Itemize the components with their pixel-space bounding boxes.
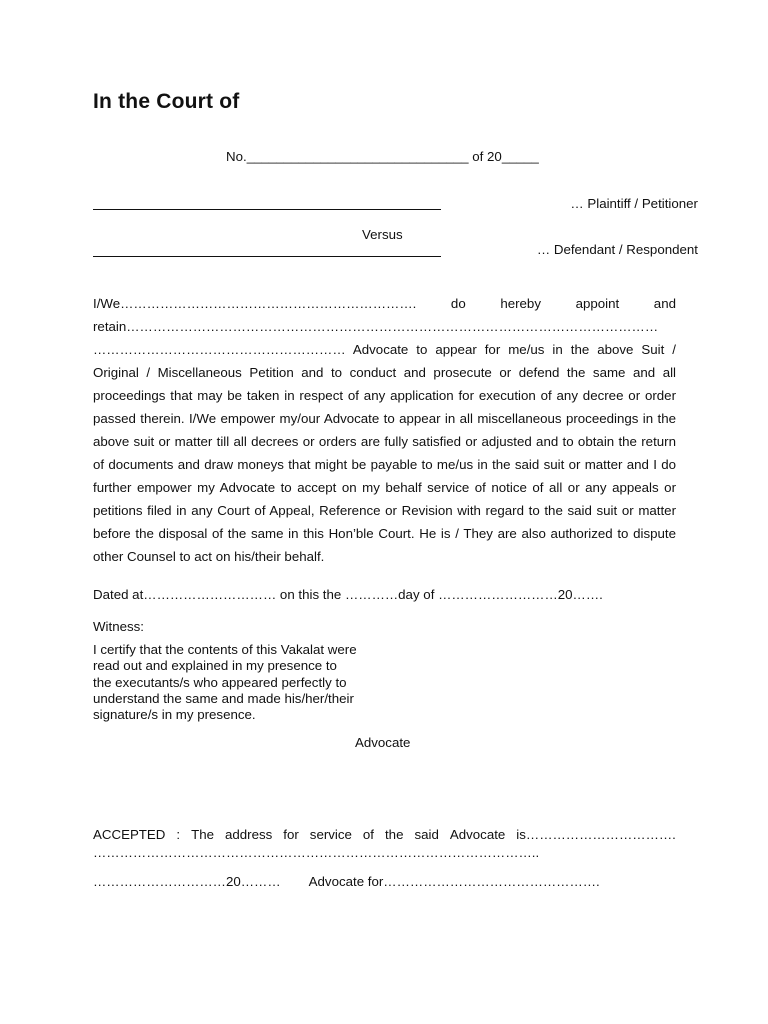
- vakalat-body: [93, 292, 676, 568]
- accepted-word: said: [414, 827, 439, 842]
- accepted-word: :: [176, 827, 181, 842]
- witness-label: Witness:: [93, 619, 144, 634]
- document-title: In the Court of: [93, 90, 240, 113]
- accepted-section: [93, 826, 676, 862]
- accepted-word: is…………………………….: [516, 827, 676, 842]
- address-blank-line: ………………………………………………………………………………………..: [93, 845, 540, 860]
- case-number-line: No.______________________________ of 20_____: [226, 149, 539, 164]
- retain-line: retain…………………………………………………………………………………………………………: [93, 319, 659, 334]
- footer-date: …………………………20………: [93, 874, 281, 889]
- authority-paragraph: ………………………………………………… Advocate to appear for me/us in the above Suit / Original / Miscellaneous Petition and to conduct and prosecute or defend the same and all proceedings that may be taken in respect of any application for execution of any decree or order passed therein. I/We empower my/our Advocate to appear in all miscellaneous proceedings in the above suit or matter till all decrees or orders are fully satisfied or adjusted and to obtain the return of documents and draw moneys that might be payable to me/us in the said suit or matter and I do further empower my Advocate to accept on my behalf service of notice of all or any appeals or petitions filed in any Court of Appeal, Reference or Revision with regard to the said suit or matter before the disposal of the same in this Hon’ble Court. He is / They are also authorized to dispute other Counsel to act on his/their behalf.: [93, 342, 676, 564]
- plaintiff-name-blank: [93, 209, 441, 210]
- accepted-word: service: [309, 827, 352, 842]
- accepted-prefix: ACCEPTED: [93, 827, 166, 842]
- footer-line: [93, 874, 600, 889]
- accepted-word: for: [283, 827, 299, 842]
- certification-text: I certify that the contents of this Vakalat were read out and explained in my presence to the executants/s who appeared perfectly to understand the same and made his/her/their signature/s in my presence.: [93, 642, 357, 723]
- accepted-line: [93, 826, 676, 844]
- defendant-label: … Defendant / Respondent: [536, 242, 698, 257]
- appointment-word: and: [653, 296, 676, 311]
- accepted-word: Advocate: [449, 827, 506, 842]
- appointment-line: [93, 292, 676, 315]
- accepted-word: of: [362, 827, 374, 842]
- defendant-name-blank: [93, 256, 441, 257]
- accepted-word: The: [191, 827, 214, 842]
- dated-line: Dated at………………………… on this the …………day of ………………………20…….: [93, 587, 603, 602]
- appointment-word: I/We………………………………………………………….: [93, 296, 417, 311]
- advocate-signature-label: Advocate: [355, 735, 411, 750]
- plaintiff-label: … Plaintiff / Petitioner: [570, 196, 698, 211]
- advocate-for-line: Advocate for………………………………………….: [308, 874, 600, 889]
- appointment-word: hereby: [500, 296, 541, 311]
- versus-label: Versus: [362, 227, 403, 242]
- accepted-word: address: [224, 827, 273, 842]
- appointment-word: appoint: [575, 296, 620, 311]
- accepted-word: the: [384, 827, 404, 842]
- appointment-word: do: [450, 296, 466, 311]
